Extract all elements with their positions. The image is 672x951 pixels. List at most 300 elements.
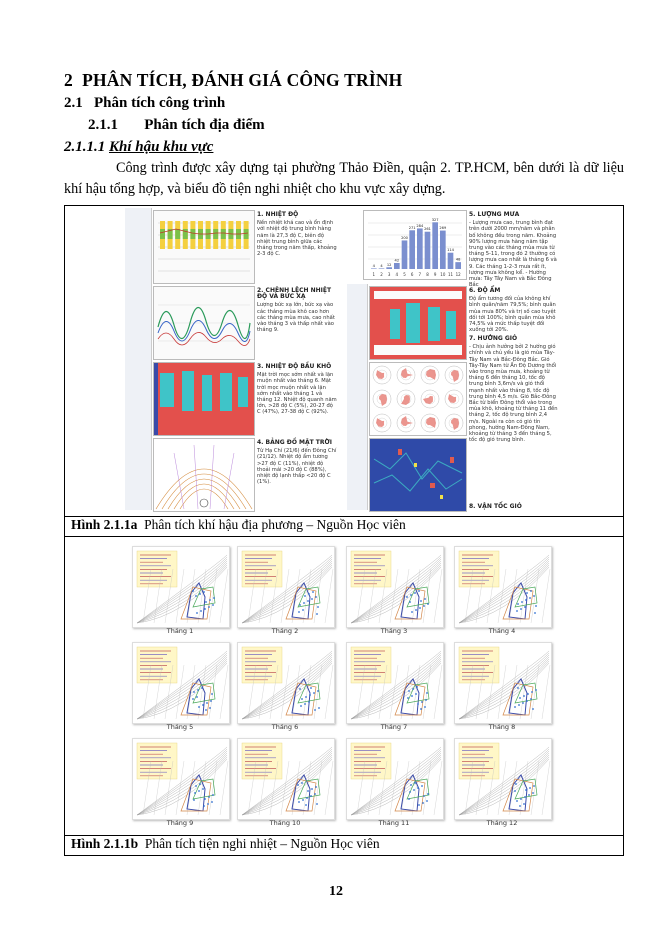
sun-path-svg <box>154 439 254 511</box>
data-point <box>301 782 303 784</box>
panel-8-text: 8. VẬN TỐC GIÓ <box>469 503 522 510</box>
dry-bulb-heatmap <box>153 362 255 436</box>
data-point <box>206 702 208 704</box>
data-point <box>299 688 301 690</box>
temp-comfort-band <box>190 229 195 239</box>
design-zone <box>286 779 316 811</box>
data-point <box>196 696 198 698</box>
wind-speed-heatmap-svg <box>370 439 466 511</box>
data-point <box>297 784 299 786</box>
data-point <box>514 790 516 792</box>
psychrometric-svg <box>347 643 443 723</box>
data-point <box>192 698 194 700</box>
rainfall-month-label: 10 <box>440 272 446 277</box>
temp-comfort-band <box>221 229 226 239</box>
rainfall-value-label: 42 <box>394 258 400 263</box>
wind-rose-petal <box>401 395 410 405</box>
data-point <box>529 597 531 599</box>
data-point <box>314 709 316 711</box>
climate-analysis-figure <box>125 208 565 514</box>
rainfall-month-label: 8 <box>426 272 429 277</box>
data-point <box>418 590 420 592</box>
panel-5-text: 5. LƯỢNG MƯA - Lượng mưa cao, trung bình đạt trên dưới 2000 mm/năm và phân bố không đều trong năm. Khoảng 90% lượng mưa hàng năm tập trung vào các tháng mùa mưa từ tháng 5-11, trong đó 2 thường có lượng mưa cao nhất là tháng 6 và 9. Các tháng 1-2-3 mưa rất ít, lượng mưa không kể. - Hướng mưa: Tây Tây Nam và Bắc Đông Bắc <box>469 211 557 289</box>
temp-mean-line <box>160 229 248 234</box>
data-point <box>303 602 305 604</box>
data-point <box>213 597 215 599</box>
wind-rose-petal <box>451 418 459 430</box>
temp-comfort-band <box>175 229 180 239</box>
sun-path-chart <box>153 438 255 512</box>
month-label: Tháng 11 <box>378 819 410 827</box>
data-point <box>193 691 195 693</box>
data-point <box>423 605 425 607</box>
rainfall-bar <box>371 268 377 269</box>
data-point <box>298 801 300 803</box>
rainfall-value-label: 327 <box>431 217 439 222</box>
data-point <box>534 612 536 614</box>
psychrometric-thumbnail <box>237 738 333 830</box>
rainfall-value-label: 200 <box>401 235 408 240</box>
data-point <box>408 798 410 800</box>
data-point <box>410 784 412 786</box>
psychrometric-chart <box>237 642 335 724</box>
wind-rose-petal <box>448 394 456 403</box>
data-point <box>198 790 200 792</box>
rainfall-bar <box>425 232 431 269</box>
data-point <box>420 708 422 710</box>
software-sidebar <box>125 208 152 510</box>
psychrometric-chart <box>454 546 552 628</box>
data-point <box>408 690 410 692</box>
data-point <box>519 805 521 807</box>
temp-comfort-band <box>213 229 218 239</box>
panel-1-text: 1. NHIỆT ĐỘ Nền nhiệt khá cao và ổn định với nhiệt độ trung bình hàng năm là 27,3 độ C, biên độ nhiệt trung bình giữa các tháng trong năm thấp, khoảng 2-3 độ C. <box>257 211 337 258</box>
psychrometric-svg <box>238 643 334 723</box>
psychrometric-chart <box>132 738 230 820</box>
temp-line <box>220 569 228 623</box>
data-point <box>418 804 420 806</box>
temperature-chart <box>153 210 255 284</box>
data-point <box>517 603 519 605</box>
heading-2: 2.1 Phân tích công trình <box>64 95 226 111</box>
month-label: Tháng 4 <box>488 627 516 635</box>
data-point <box>313 692 315 694</box>
data-point <box>415 693 417 695</box>
software-sidebar-right <box>347 284 368 510</box>
data-point <box>533 785 535 787</box>
data-point <box>308 593 310 595</box>
data-point <box>527 693 529 695</box>
data-point <box>416 686 418 688</box>
rainfall-chart-svg <box>364 211 466 279</box>
data-point <box>526 592 528 594</box>
data-point <box>315 786 317 788</box>
data-point <box>311 788 313 790</box>
rainfall-bar <box>402 240 408 269</box>
psychrometric-svg <box>238 547 334 627</box>
data-point <box>419 607 421 609</box>
data-point <box>423 795 425 797</box>
psychrometric-thumbnail <box>346 738 442 830</box>
data-point <box>202 788 204 790</box>
data-point <box>516 800 518 802</box>
data-point <box>426 692 428 694</box>
data-point <box>200 610 202 612</box>
panel-2-text: 2. CHÊNH LỆCH NHIỆT ĐỘ VÀ BỨC XẠ Lượng bức xạ lớn, bức xạ vào các tháng mùa khô cao hơn các tháng mùa mưa, cao nhất vào tháng 3 và thấp nhất vào tháng 9. <box>257 287 335 334</box>
data-point <box>307 790 309 792</box>
rainfall-month-label: 11 <box>447 272 454 277</box>
wind-rose-petal <box>379 394 387 406</box>
data-point <box>310 687 312 689</box>
rainfall-month-label: 5 <box>403 272 406 277</box>
caption-b: Hình 2.1.1b Phân tích tiện nghi nhiệt – Nguồn Học viên <box>71 836 380 851</box>
temp-line <box>220 761 228 815</box>
data-point <box>521 601 523 603</box>
caption-a-bottom-rule <box>65 536 623 537</box>
data-point <box>424 598 426 600</box>
wind-rose-petal <box>376 370 384 379</box>
psychrometric-chart <box>346 642 444 724</box>
psychrometric-svg <box>347 739 443 819</box>
data-point <box>298 611 300 613</box>
data-point <box>312 591 314 593</box>
psychrometric-svg <box>347 547 443 627</box>
data-point <box>299 604 301 606</box>
temp-line <box>434 665 442 719</box>
data-point <box>524 606 526 608</box>
psychrometric-chart <box>454 642 552 724</box>
wind-rose-petal <box>423 396 433 404</box>
temp-line <box>542 761 550 815</box>
data-point <box>205 601 207 603</box>
data-point <box>417 703 419 705</box>
rainfall-month-label: 7 <box>418 272 422 277</box>
rainfall-value-label: 284 <box>416 223 424 228</box>
data-point <box>317 690 319 692</box>
psychrometric-thumbnail <box>346 546 442 638</box>
month-label: Tháng 9 <box>166 819 194 827</box>
data-point <box>194 792 196 794</box>
wind-rose-petal <box>376 418 384 427</box>
data-point <box>426 800 428 802</box>
data-point <box>518 704 520 706</box>
heading-3: 2.1.1 Phân tích địa điểm <box>88 117 265 133</box>
psychrometric-thumbnail <box>454 738 550 830</box>
panel-6-text: 6. ĐỘ ẨM Độ ẩm tương đối của không khí bình quân/năm 79,5%; bình quân mùa mưa 80% và trị số cao tuyệt đối tới 100%; bình quân mùa khô 74,5% và mức thấp tuyệt đối xuống tới 20%. <box>469 287 556 334</box>
data-point <box>202 704 204 706</box>
data-point <box>424 706 426 708</box>
data-point <box>523 695 525 697</box>
psychrometric-chart <box>454 738 552 820</box>
radiation-chart-svg <box>154 287 254 359</box>
temp-line <box>434 761 442 815</box>
data-point <box>317 606 319 608</box>
data-point <box>203 805 205 807</box>
thermal-comfort-figure <box>65 542 623 832</box>
data-point <box>415 609 417 611</box>
rainfall-value-label: 12 <box>386 262 392 267</box>
design-zone <box>395 587 425 619</box>
data-point <box>204 798 206 800</box>
rainfall-bar <box>379 268 385 269</box>
data-point <box>207 803 209 805</box>
month-label: Tháng 5 <box>166 723 194 731</box>
temp-line <box>325 665 333 719</box>
data-point <box>304 703 306 705</box>
rainfall-bar <box>440 231 446 269</box>
data-point <box>530 698 532 700</box>
data-point <box>197 689 199 691</box>
design-zone <box>503 587 533 619</box>
month-label: Tháng 10 <box>269 819 301 827</box>
psychrometric-thumbnail <box>346 642 442 734</box>
data-point <box>413 789 415 791</box>
wind-rose-grid <box>369 362 467 436</box>
temperature-chart-svg <box>154 211 254 283</box>
data-point <box>193 799 195 801</box>
data-point <box>417 787 419 789</box>
rainfall-bar <box>455 262 461 269</box>
month-label: Tháng 7 <box>380 723 408 731</box>
rainfall-bar <box>432 222 438 269</box>
psychrometric-thumbnail <box>132 546 228 638</box>
data-point <box>409 601 411 603</box>
psychrometric-thumbnail <box>132 738 228 830</box>
data-point <box>210 700 212 702</box>
psychrometric-svg <box>133 643 229 723</box>
data-point <box>318 707 320 709</box>
data-point <box>427 603 429 605</box>
rainfall-value-label: 4 <box>380 263 383 268</box>
data-point <box>516 610 518 612</box>
data-point <box>412 688 414 690</box>
psychrometric-svg <box>455 739 551 819</box>
data-point <box>427 793 429 795</box>
design-zone <box>395 683 425 715</box>
panel-3-text: 3. NHIỆT ĐỘ BẦU KHÔ Mặt trời mọc sớm nhất và lặn muộn nhất vào tháng 6. Mặt trời mọc muộn nhất và lặn sớm nhất vào tháng 1 và tháng 12. Nhiệt độ quanh năm lớn, >28 độ C (5%), 20-27 độ C (47%), 27-38 độ C (92%). <box>257 363 337 416</box>
data-point <box>208 606 210 608</box>
data-point <box>195 785 197 787</box>
humidity-heatmap-svg <box>370 287 466 359</box>
data-point <box>212 794 214 796</box>
rainfall-value-label: 261 <box>424 227 431 232</box>
rainfall-month-label: 12 <box>455 272 461 277</box>
data-point <box>305 804 307 806</box>
month-label: Tháng 12 <box>486 819 518 827</box>
body-paragraph: Công trình được xây dựng tại phường Thảo Điền, quận 2. TP.HCM, bên dưới là dữ liệu khí hậu tổng hợp, và biểu đồ tiện nghi nhiệt cho khu vực xây dựng. <box>64 160 624 197</box>
rainfall-bar <box>417 228 423 269</box>
rainfall-month-label: 3 <box>387 272 391 277</box>
psychrometric-chart <box>346 546 444 628</box>
data-point <box>209 599 211 601</box>
rainfall-month-label: 2 <box>380 272 383 277</box>
psychrometric-thumbnail <box>132 642 228 734</box>
data-point <box>535 689 537 691</box>
data-point <box>414 782 416 784</box>
rainfall-chart <box>363 210 467 280</box>
month-label: Tháng 2 <box>271 627 299 635</box>
data-point <box>192 590 194 592</box>
temp-line <box>325 569 333 623</box>
data-point <box>314 793 316 795</box>
dry-bulb-heatmap-svg <box>154 363 254 435</box>
design-zone <box>286 587 316 619</box>
wind-rose-petal <box>401 368 413 378</box>
psychrometric-chart <box>132 642 230 724</box>
data-point <box>425 699 427 701</box>
temp-comfort-band <box>160 229 165 239</box>
data-point <box>525 599 527 601</box>
caption-a: Hình 2.1.1a Phân tích khí hậu địa phương – Nguồn Học viên <box>71 517 406 532</box>
wind-rose-petal <box>451 370 459 382</box>
figure-table <box>64 205 624 856</box>
psychrometric-chart <box>346 738 444 820</box>
data-point <box>195 595 197 597</box>
data-point <box>196 612 198 614</box>
data-point <box>310 795 312 797</box>
wind-speed-heatmap <box>369 438 467 512</box>
page-number: 12 <box>329 884 343 899</box>
data-point <box>302 609 304 611</box>
panel-4-text: 4. BẢNG ĐỒ MẶT TRỜI Từ Hạ Chí (21/6) đến Đông Chí (21/12). Nhiệt độ ẩm tương >27 độ C (11%), nhiệt độ thoải mái >20 độ C (88%), nhiệt độ lạnh thấp <20 độ C (1%). <box>257 439 337 486</box>
rainfall-month-label: 4 <box>395 272 399 277</box>
wind-rose-petal <box>401 416 413 426</box>
rainfall-bar <box>394 263 400 269</box>
rainfall-bar <box>409 230 415 269</box>
rainfall-value-label: 271 <box>408 225 416 230</box>
data-point <box>203 591 205 593</box>
month-label: Tháng 1 <box>166 627 194 635</box>
data-point <box>529 787 531 789</box>
data-point <box>411 611 413 613</box>
psychrometric-svg <box>455 643 551 723</box>
temp-line <box>325 761 333 815</box>
data-point <box>525 789 527 791</box>
month-label: Tháng 6 <box>271 723 299 731</box>
psychrometric-thumbnail <box>237 642 333 734</box>
humidity-heatmap <box>369 286 467 360</box>
data-point <box>315 596 317 598</box>
design-zone <box>181 587 211 619</box>
data-point <box>420 600 422 602</box>
data-point <box>532 708 534 710</box>
heading-1: 2 PHÂN TÍCH, ĐÁNH GIÁ CÔNG TRÌNH <box>64 70 403 90</box>
psychrometric-svg <box>133 547 229 627</box>
data-point <box>199 783 201 785</box>
data-point <box>523 803 525 805</box>
month-label: Tháng 3 <box>380 627 408 635</box>
psychrometric-thumbnail <box>237 546 333 638</box>
data-point <box>533 595 535 597</box>
data-point <box>311 598 313 600</box>
data-point <box>410 594 412 596</box>
psychrometric-chart <box>132 546 230 628</box>
data-point <box>309 694 311 696</box>
radiation-chart <box>153 286 255 360</box>
data-point <box>301 698 303 700</box>
psychrometric-chart <box>237 738 335 820</box>
data-point <box>307 600 309 602</box>
psychrometric-thumbnail <box>454 642 550 734</box>
data-point <box>530 590 532 592</box>
data-point <box>421 785 423 787</box>
data-point <box>422 802 424 804</box>
data-point <box>421 701 423 703</box>
psychrometric-chart <box>237 546 335 628</box>
heading-4: 2.1.1.1 Khí hậu khu vực <box>64 139 214 155</box>
data-point <box>519 697 521 699</box>
data-point <box>517 687 519 689</box>
data-point <box>535 605 537 607</box>
design-zone <box>395 779 425 811</box>
rainfall-bar <box>386 267 392 269</box>
rainfall-month-label: 9 <box>433 272 437 277</box>
data-point <box>199 593 201 595</box>
data-point <box>304 595 306 597</box>
rainfall-month-label: 1 <box>372 272 376 277</box>
data-point <box>531 691 533 693</box>
data-point <box>198 706 200 708</box>
temp-line <box>542 569 550 623</box>
design-zone <box>181 779 211 811</box>
data-point <box>208 796 210 798</box>
data-point <box>514 706 516 708</box>
rainfall-value-label: 269 <box>439 226 447 231</box>
data-point <box>211 801 213 803</box>
data-point <box>305 696 307 698</box>
psychrometric-thumbnail <box>454 546 550 638</box>
rainfall-value-label: 48 <box>455 257 461 262</box>
wind-rose-svg <box>370 363 466 435</box>
data-point <box>522 702 524 704</box>
temp-comfort-band <box>244 229 249 239</box>
data-point <box>406 596 408 598</box>
data-point <box>308 701 310 703</box>
psychrometric-svg <box>238 739 334 819</box>
data-point <box>515 783 517 785</box>
month-label: Tháng 8 <box>488 723 516 731</box>
data-point <box>409 791 411 793</box>
psychrometric-svg <box>455 547 551 627</box>
data-point <box>407 697 409 699</box>
temp-line <box>434 569 442 623</box>
data-point <box>532 792 534 794</box>
data-point <box>201 687 203 689</box>
data-point <box>414 592 416 594</box>
rainfall-bar <box>448 253 454 269</box>
temp-line <box>542 665 550 719</box>
data-point <box>204 608 206 610</box>
data-point <box>205 709 207 711</box>
data-point <box>306 797 308 799</box>
data-point <box>212 604 214 606</box>
data-point <box>316 613 318 615</box>
data-point <box>316 803 318 805</box>
data-point <box>300 705 302 707</box>
rainfall-month-label: 6 <box>410 272 414 277</box>
temp-line <box>220 665 228 719</box>
data-point <box>524 796 526 798</box>
data-point <box>520 608 522 610</box>
data-point <box>302 799 304 801</box>
data-point <box>411 695 413 697</box>
data-point <box>528 794 530 796</box>
data-point <box>211 693 213 695</box>
psychrometric-svg <box>133 739 229 819</box>
data-point <box>520 798 522 800</box>
rainfall-value-label: 4 <box>372 263 375 268</box>
data-point <box>526 700 528 702</box>
